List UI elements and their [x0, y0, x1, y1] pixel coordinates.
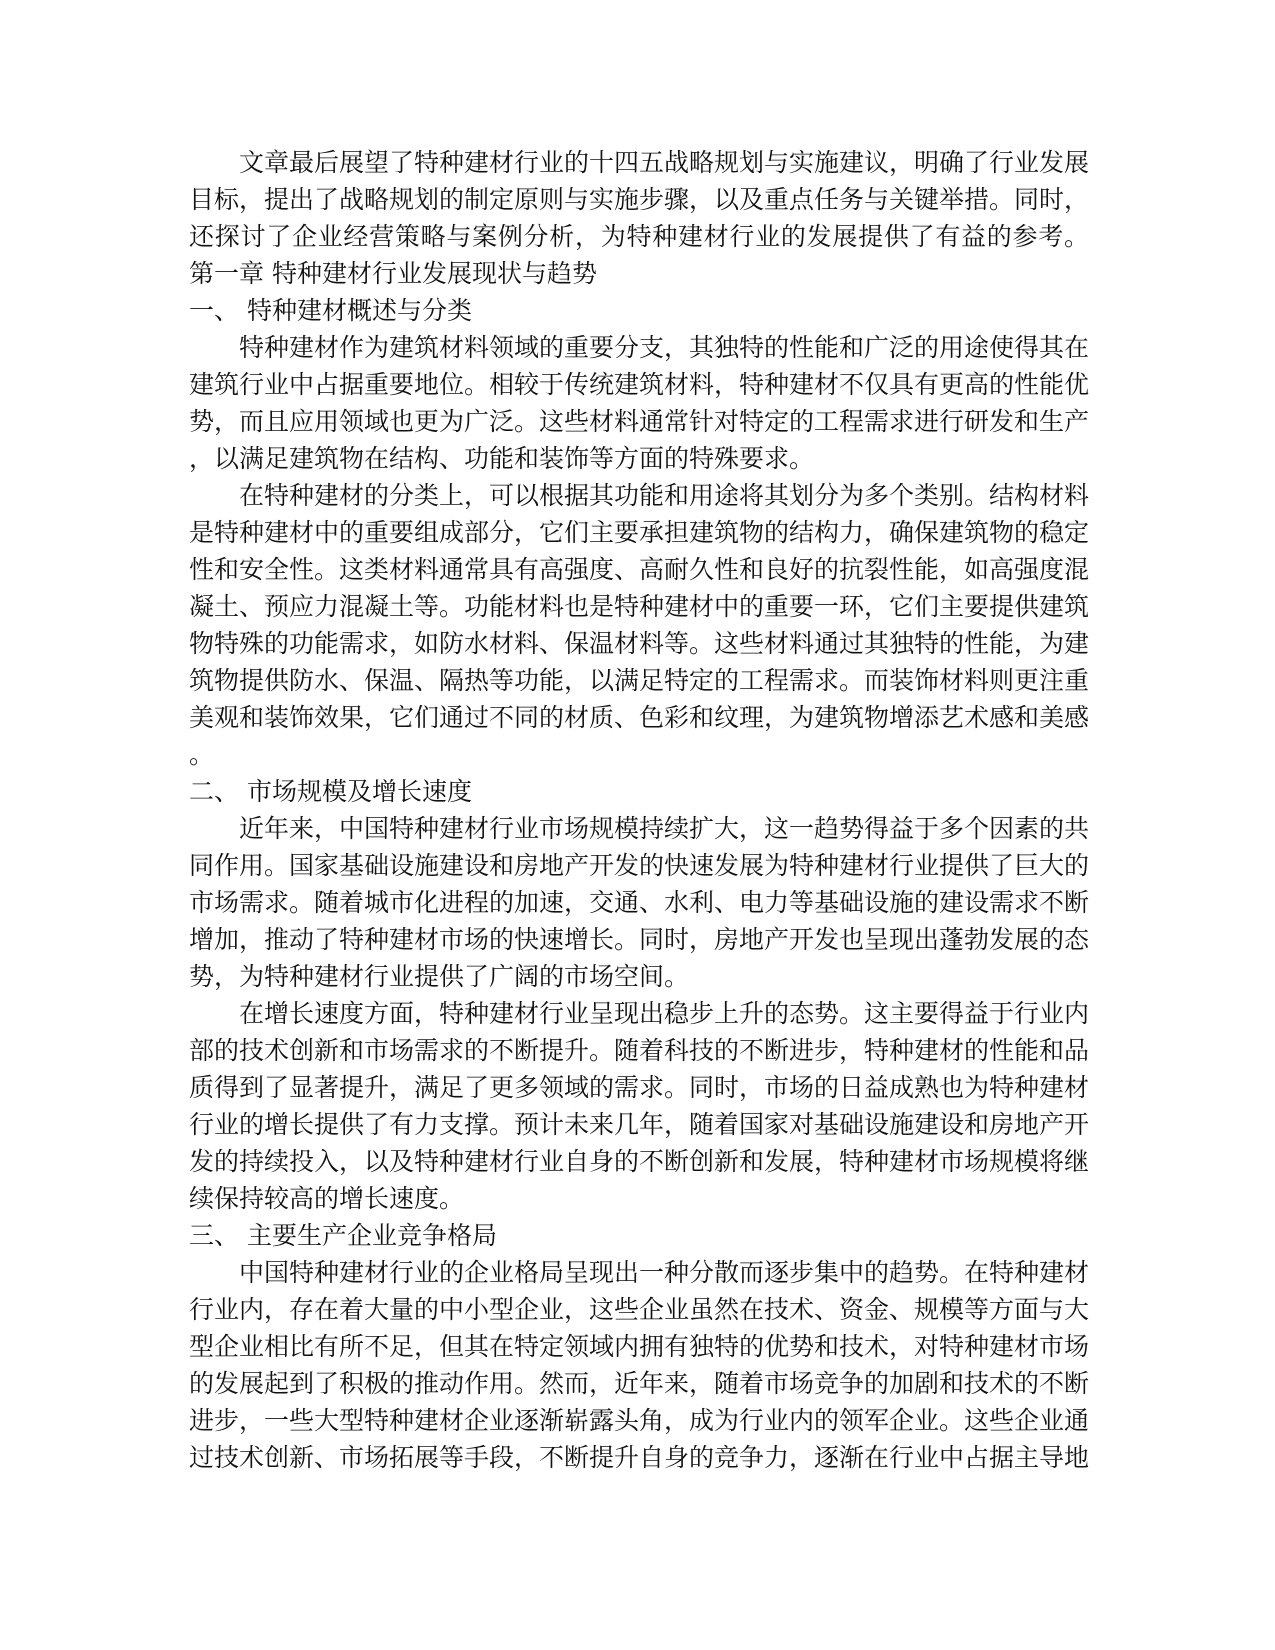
paragraph-line: 行业的增长提供了有力支撑。预计未来几年，随着国家对基础设施建设和房地产开 — [189, 1110, 1090, 1139]
paragraph-line: 是特种建材中的重要组成部分，它们主要承担建筑物的结构力，确保建筑物的稳定 — [189, 518, 1090, 547]
paragraph-line: 还探讨了企业经营策略与案例分析，为特种建材行业的发展提供了有益的参考。 — [189, 222, 1089, 251]
paragraph-line: ，以满足建筑物在结构、功能和装饰等方面的特殊要求。 — [189, 444, 815, 473]
paragraph-line: 型企业相比有所不足，但其在特定领域内拥有独特的优势和技术，对特种建材市场 — [189, 1332, 1090, 1361]
paragraph-line: 行业内，存在着大量的中小型企业，这些企业虽然在技术、资金、规模等方面与大 — [189, 1295, 1090, 1324]
chapter-title: 第一章 特种建材行业发展现状与趋势 — [189, 259, 597, 288]
paragraph-line: 势，为特种建材行业提供了广阔的市场空间。 — [189, 962, 690, 991]
paragraph-line: 目标，提出了战略规划的制定原则与实施步骤，以及重点任务与关键举措。同时， — [189, 185, 1090, 214]
paragraph-line: 续保持较高的增长速度。 — [189, 1184, 465, 1213]
paragraph-line: 性和安全性。这类材料通常具有高强度、高耐久性和良好的抗裂性能，如高强度混 — [189, 555, 1090, 584]
paragraph-line: 物特殊的功能需求，如防水材料、保温材料等。这些材料通过其独特的性能，为建 — [189, 629, 1090, 658]
paragraph-line: 近年来，中国特种建材行业市场规模持续扩大，这一趋势得益于多个因素的共 — [239, 814, 1090, 843]
paragraph-line: 特种建材作为建筑材料领域的重要分支，其独特的性能和广泛的用途使得其在 — [239, 333, 1090, 362]
paragraph-line: 的发展起到了积极的推动作用。然而，近年来，随着市场竞争的加剧和技术的不断 — [189, 1369, 1090, 1398]
paragraph-line: 部的技术创新和市场需求的不断提升。随着科技的不断进步，特种建材的性能和品 — [189, 1036, 1090, 1065]
paragraph-line: 中国特种建材行业的企业格局呈现出一种分散而逐步集中的趋势。在特种建材 — [239, 1258, 1090, 1287]
paragraph-line: 发的持续投入，以及特种建材行业自身的不断创新和发展，特种建材市场规模将继 — [189, 1147, 1090, 1176]
paragraph-line: 。 — [189, 740, 215, 769]
section-heading: 二、 市场规模及增长速度 — [189, 777, 472, 806]
section-heading: 三、 主要生产企业竞争格局 — [189, 1221, 497, 1250]
paragraph-line: 质得到了显著提升，满足了更多领域的需求。同时，市场的日益成熟也为特种建材 — [189, 1073, 1090, 1102]
section-heading: 一、 特种建材概述与分类 — [189, 296, 472, 325]
paragraph-line: 进步，一些大型特种建材企业逐渐崭露头角，成为行业内的领军企业。这些企业通 — [189, 1406, 1090, 1435]
paragraph-line: 美观和装饰效果，它们通过不同的材质、色彩和纹理，为建筑物增添艺术感和美感 — [189, 703, 1090, 732]
paragraph-line: 文章最后展望了特种建材行业的十四五战略规划与实施建议，明确了行业发展 — [239, 148, 1090, 177]
paragraph-line: 凝土、预应力混凝土等。功能材料也是特种建材中的重要一环，它们主要提供建筑 — [189, 592, 1090, 621]
paragraph-line: 市场需求。随着城市化进程的加速，交通、水利、电力等基础设施的建设需求不断 — [189, 888, 1090, 917]
paragraph-line: 过技术创新、市场拓展等手段，不断提升自身的竞争力，逐渐在行业中占据主导地 — [189, 1443, 1090, 1472]
paragraph-line: 在特种建材的分类上，可以根据其功能和用途将其划分为多个类别。结构材料 — [239, 481, 1090, 510]
paragraph-line: 在增长速度方面，特种建材行业呈现出稳步上升的态势。这主要得益于行业内 — [239, 999, 1090, 1028]
paragraph-line: 同作用。国家基础设施建设和房地产开发的快速发展为特种建材行业提供了巨大的 — [189, 851, 1090, 880]
paragraph-line: 建筑行业中占据重要地位。相较于传统建筑材料，特种建材不仅具有更高的性能优 — [189, 370, 1090, 399]
paragraph-line: 筑物提供防水、保温、隔热等功能，以满足特定的工程需求。而装饰材料则更注重 — [189, 666, 1090, 695]
paragraph-line: 势，而且应用领域也更为广泛。这些材料通常针对特定的工程需求进行研发和生产 — [189, 407, 1090, 436]
paragraph-line: 增加，推动了特种建材市场的快速增长。同时，房地产开发也呈现出蓬勃发展的态 — [189, 925, 1090, 954]
